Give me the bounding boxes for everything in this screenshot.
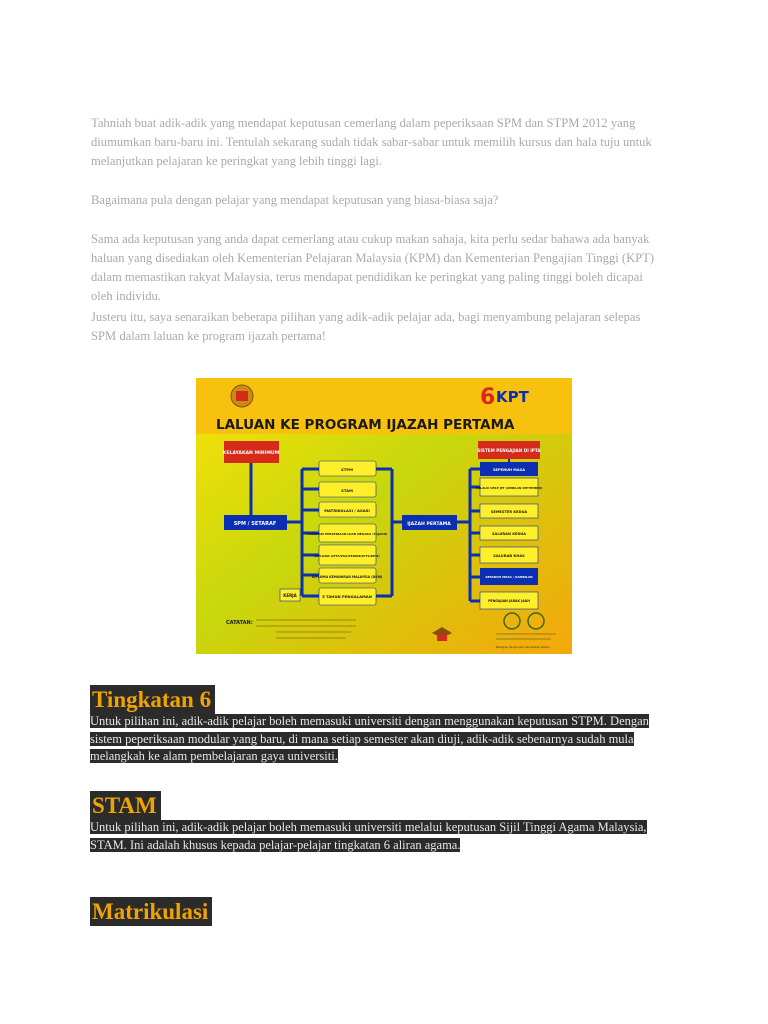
pathway-infographic: [196, 378, 572, 654]
mid-item-3: MATRIKULASI / ASASI: [324, 508, 370, 513]
right-item-2: MELALUI UPKP JPT (AMBILAN SEPTEMBER): [475, 486, 543, 490]
logo-number: 6: [480, 385, 496, 410]
mid-item-6: DIPLOMA KEMAHIRAN MALAYSIA (DKM): [311, 575, 383, 579]
mid-item-4: PROGRAM PERSEDIAAN LUAR NEGARA (TAJAAN): [306, 532, 388, 536]
mid-item-7: 5 TAHUN PENGALAMAN: [322, 594, 372, 599]
logo-text: KPT: [496, 388, 529, 406]
intro-paragraph-1: Tahniah buat adik-adik yang mendapat keputusan cemerlang dalam peperiksaan SPM dan STPM 2012 yang diumumkan baru-baru ini. Tentulah sekarang sudah tidak sabar-sabar untuk memilih kursus dan hala tuju untuk melanjutkan pelajaran ke peringkat yang lebih tinggi lagi.: [91, 116, 652, 168]
left-header: KELAYAKAN MINIMUM: [222, 451, 280, 456]
section-2-line-1: Untuk pilihan ini, adik-adik pelajar boleh memasuki universiti melalui keputusan Sijil Tinggi Agama Malaysia,: [90, 820, 647, 834]
right-item-1: SEPENUH MASA: [492, 468, 526, 472]
note-credit: Bahagian Pengurusan Kemasukan Pelajar: [496, 646, 550, 649]
intro-paragraph-3: Sama ada keputusan yang anda dapat cemerlang atau cukup makan sahaja, kita perlu sedar bahawa ada banyak haluan yang disediakan oleh Kementerian Pelajaran Malaysia (KPM) dan Kementerian Pengajian Tinggi (KPT) dalam memastikan rakyat Malaysia, terus mendapat pendidikan ke peringkat yang paling tinggi boleh dicapai oleh individu.: [91, 232, 655, 303]
section-body-tingkatan-6: [90, 713, 650, 766]
section-1-line-2: sistem peperiksaan modular yang baru, di mana setiap semester akan diuji, adik-adik sebenarnya sudah mula: [90, 731, 634, 746]
section-1-line-3: melangkah ke alam pembelajaran gaya universiti.: [90, 749, 338, 763]
section-heading-tingkatan-6: Tingkatan 6: [90, 685, 215, 714]
left-node: SPM / SETARAF: [233, 521, 277, 527]
right-item-7: PENGAJIAN JARAK JAUH: [488, 599, 530, 603]
right-item-4: SALURAN KEDUA: [491, 532, 527, 536]
section-heading-matrikulasi: Matrikulasi: [90, 897, 212, 926]
mid-item-5: DIPLOMA (IPTA/POLITEKNIK/IPTS/KPM): [314, 554, 380, 558]
crest-icon: [231, 385, 253, 407]
kerja-label: KERJA: [283, 593, 297, 598]
section-1-line-1: Untuk pilihan ini, adik-adik pelajar boleh memasuki universiti dengan menggunakan keputusan STPM. Dengan: [90, 714, 649, 728]
right-item-5: SALURAN KHAS: [493, 554, 525, 558]
right-header: SISTEM PENGAJIAN DI IPTA: [477, 448, 541, 453]
intro-paragraph-4: Justeru itu, saya senaraikan beberapa pilihan yang adik-adik pelajar ada, bagi menyambung pelajaran selepas SPM dalam laluan ke program ijazah pertama!: [91, 310, 641, 343]
section-body-stam: [90, 819, 650, 854]
right-item-3: SEMESTER KEDUA: [490, 510, 528, 514]
section-2-line-2: STAM. Ini adalah khusus kepada pelajar-pelajar tingkatan 6 aliran agama.: [90, 837, 461, 852]
mid-item-2: STAM: [341, 488, 353, 493]
right-item-6: SEPARUH MASA / SAMBILAN: [485, 575, 533, 579]
note-label: CATATAN:: [226, 620, 253, 626]
mid-item-1: STPM: [341, 467, 353, 472]
center-node: IJAZAH PERTAMA: [407, 522, 451, 527]
infographic-title: LALUAN KE PROGRAM IJAZAH PERTAMA: [216, 417, 515, 433]
section-heading-stam: STAM: [90, 791, 161, 820]
intro-paragraph-2: Bagaimana pula dengan pelajar yang mendapat keputusan yang biasa-biasa saja?: [91, 193, 499, 207]
